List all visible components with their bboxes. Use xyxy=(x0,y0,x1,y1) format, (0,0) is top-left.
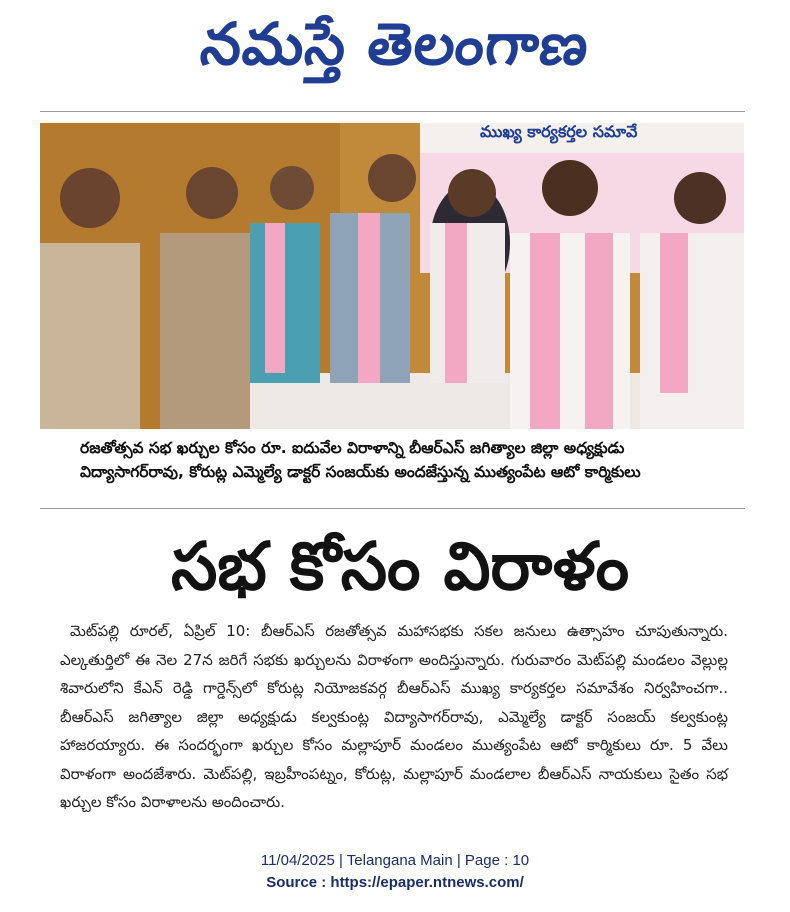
photo-caption: రజతోత్సవ సభ ఖర్చుల కోసం రూ. ఐదువేల విరాళాన్ని బీఆర్ఎస్ జగిత్యాల జిల్లా అధ్యక్షుడు విద్యాసాగర్‌రావు, కోరుట్ల ఎమ్మెల్యే డాక్టర్ సంజయ్‌కు అందజేస్తున్న ముత్యంపేట ఆటో కార్మికులు xyxy=(80,439,641,481)
article-body: మెట్‌పల్లి రూరల్, ఏప్రిల్ 10: బీఆర్ఎస్ రజతోత్సవ మహాసభకు సకల జనులు ఉత్సాహం చూపుతున్నారు. ఎల్కతుర్తిలో ఈ నెల 27న జరిగే సభకు ఖర్చులను విరాళంగా అందిస్తున్నారు. గురువారం మెట్‌పల్లి మండలం వెల్లుల్ల శివారులోని కేఎన్ రెడ్డి గార్డెన్స్‌లో కోరుట్ల నియోజకవర్గ బీఆర్ఎస్ ముఖ్య కార్యకర్తల సమావేశం నిర్వహించగా.. బీఆర్ఎస్ జగిత్యాల జిల్లా అధ్యక్షుడు కల్వకుంట్ల విద్యాసాగర్‌రావు, ఎమ్మెల్యే డాక్టర్ సంజయ్ కల్వకుంట్ల హాజరయ్యారు. ఈ సందర్భంగా ఖర్చుల కోసం మల్లాపూర్ మండలం ముత్యంపేట ఆటో కార్మికులు రూ. 5 వేలు విరాళంగా అందజేశారు. మెట్‌పల్లి, ఇబ్రహీంపట్నం, కోరుట్ల, మల్లాపూర్ మండలాల బీఆర్ఎస్ నాయకులు సైతం సభ ఖర్చుల కోసం విరాళాలను అందించారు. xyxy=(60,622,728,811)
source-link[interactable]: Source : https://epaper.ntnews.com/ xyxy=(266,874,524,891)
edition-info: 11/04/2025 | Telangana Main | Page : 10 xyxy=(260,852,530,869)
page-footer xyxy=(0,850,790,894)
article-headline: సభ కోసం విరాళం xyxy=(170,528,630,605)
newspaper-title: నమస్తే తెలంగాణ xyxy=(197,10,593,78)
masthead xyxy=(0,0,790,100)
news-photo xyxy=(40,123,744,429)
banner-text: ముఖ్య కార్యకర్తల సమావే xyxy=(480,123,638,141)
caption-divider xyxy=(40,508,745,509)
top-divider xyxy=(40,111,745,112)
photo-illustration xyxy=(40,123,744,429)
